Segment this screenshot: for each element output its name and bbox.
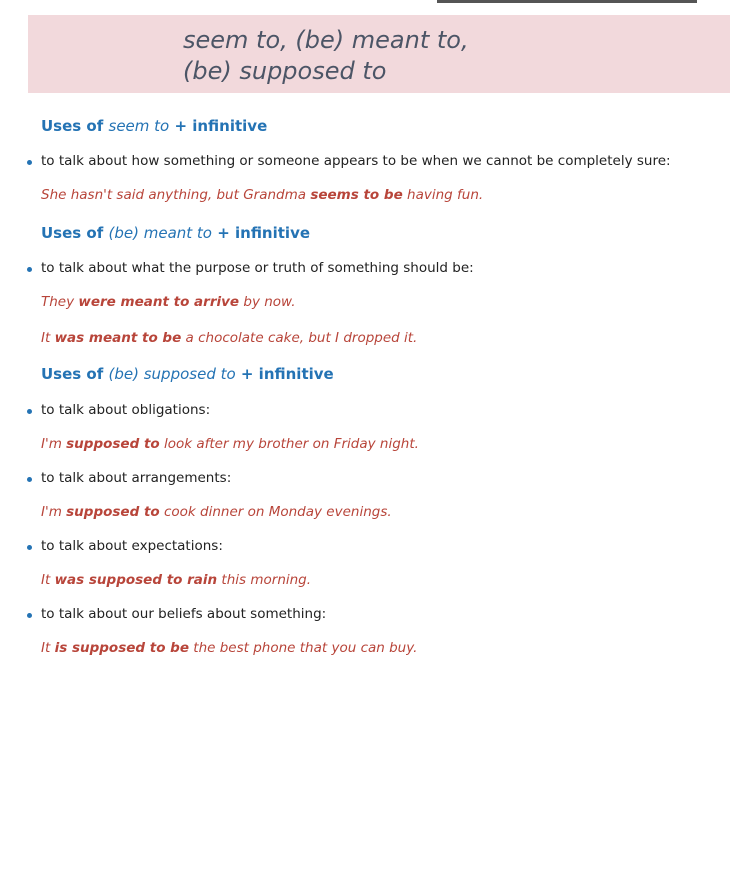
example-bold: were meant to arrive	[78, 294, 240, 310]
bullet-icon	[27, 545, 32, 550]
example-before: It	[41, 330, 55, 346]
bullet-icon	[27, 409, 32, 414]
example-sentence	[41, 504, 392, 520]
example-bold: was supposed to rain	[54, 572, 218, 588]
example-after: having fun.	[402, 187, 484, 203]
example-sentence	[41, 330, 417, 346]
bullet-text: to talk about obligations:	[41, 402, 211, 418]
example-sentence	[41, 640, 417, 656]
example-after: the best phone that you can buy.	[189, 640, 418, 656]
example-bold: supposed to	[66, 504, 160, 520]
bullet-icon	[27, 477, 32, 482]
example-before: She hasn't said anything, but Grandma	[41, 187, 311, 203]
example-bold: is supposed to be	[54, 640, 189, 656]
example-after: by now.	[239, 294, 296, 310]
example-bold: was meant to be	[54, 330, 182, 346]
bullet-text: to talk about expectations:	[41, 538, 223, 554]
heading-prefix: Uses of	[41, 117, 109, 135]
example-bold: supposed to	[66, 436, 160, 452]
example-after: look after my brother on Friday night.	[159, 436, 419, 452]
example-sentence	[41, 572, 311, 588]
example-before: I'm	[41, 504, 67, 520]
bullet-text: to talk about how something or someone appears to be when we cannot be completely sure:	[41, 153, 671, 169]
top-rule	[437, 0, 697, 3]
section-heading-meant-to	[41, 224, 310, 242]
bullet-icon	[27, 267, 32, 272]
example-before: They	[41, 294, 79, 310]
section-heading-seem-to	[41, 117, 267, 135]
heading-suffix: + infinitive	[235, 365, 334, 383]
page-title	[183, 25, 469, 87]
example-bold: seems to be	[310, 187, 403, 203]
example-before: It	[41, 572, 55, 588]
heading-phrase: meant to	[138, 224, 212, 242]
example-sentence	[41, 294, 296, 310]
example-before: It	[41, 640, 55, 656]
section-heading-supposed-to	[41, 365, 334, 383]
example-after: a chocolate cake, but I dropped it.	[181, 330, 418, 346]
bullet-text: to talk about what the purpose or truth of something should be:	[41, 260, 474, 276]
bullet-text: to talk about our beliefs about something:	[41, 606, 327, 622]
heading-suffix: + infinitive	[169, 117, 268, 135]
heading-phrase: seem to	[108, 117, 170, 135]
bullet-text: to talk about arrangements:	[41, 470, 232, 486]
heading-prefix: Uses of	[41, 365, 109, 383]
bullet-icon	[27, 160, 32, 165]
title-line-2: (be) supposed to	[183, 57, 387, 85]
heading-paren: (be)	[108, 365, 139, 383]
title-banner	[28, 15, 730, 93]
title-line-1: seem to, (be) meant to,	[183, 26, 469, 54]
heading-paren: (be)	[108, 224, 139, 242]
heading-prefix: Uses of	[41, 224, 109, 242]
example-after: cook dinner on Monday evenings.	[159, 504, 392, 520]
heading-phrase: supposed to	[138, 365, 236, 383]
heading-suffix: + infinitive	[211, 224, 311, 242]
example-after: this morning.	[217, 572, 312, 588]
bullet-icon	[27, 613, 32, 618]
example-sentence	[41, 436, 419, 452]
example-before: I'm	[41, 436, 67, 452]
example-sentence	[41, 187, 483, 203]
